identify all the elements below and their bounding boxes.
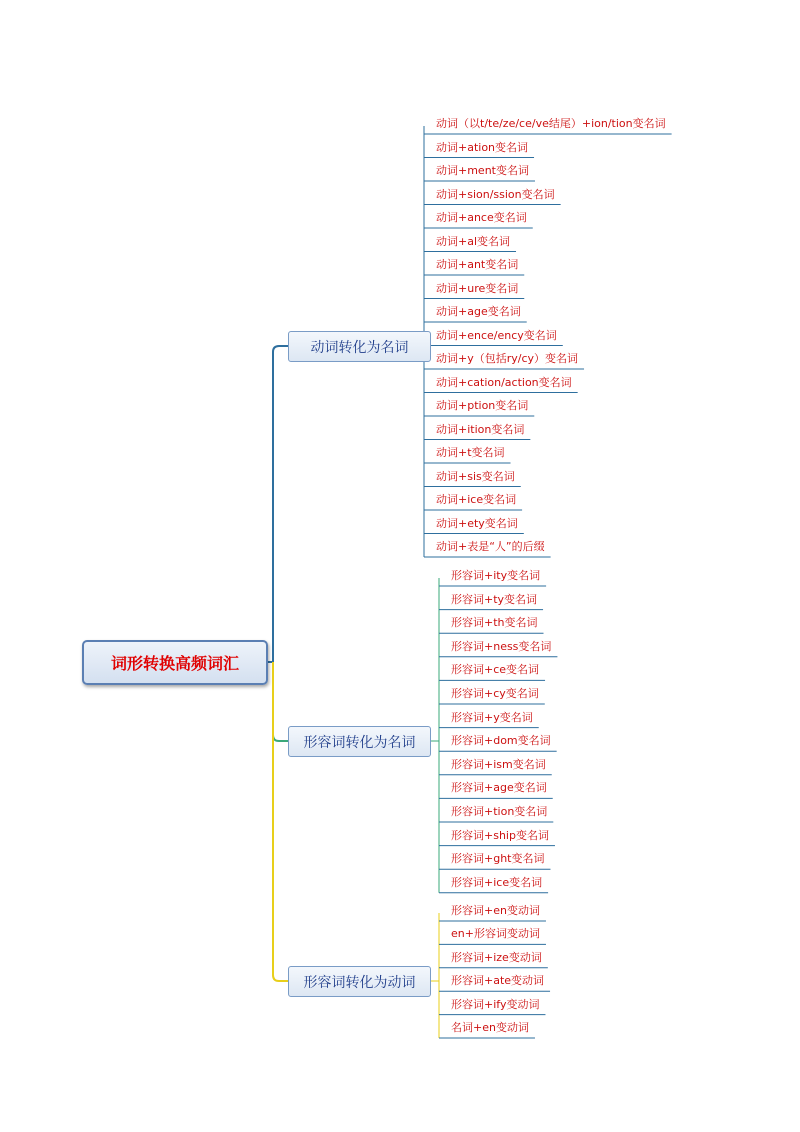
- branch-verb-to-noun[interactable]: 动词转化为名词: [288, 331, 431, 362]
- branch-adj-to-verb[interactable]: 形容词转化为动词: [288, 966, 431, 997]
- leaf-item[interactable]: 动词+y（包括ry/cy）变名词: [436, 352, 579, 365]
- leaf-item[interactable]: 动词+t变名词: [436, 446, 505, 459]
- branch-connector: [273, 662, 288, 741]
- leaf-item[interactable]: 形容词+age变名词: [451, 781, 547, 795]
- leaf-item[interactable]: 形容词+th变名词: [451, 616, 538, 630]
- leaf-item[interactable]: 形容词+y变名词: [451, 710, 533, 724]
- leaf-item[interactable]: 形容词+ness变名词: [451, 639, 552, 653]
- leaf-item[interactable]: 形容词+cy变名词: [451, 687, 539, 700]
- branch-connector: [273, 346, 288, 662]
- leaf-item[interactable]: 形容词+dom变名词: [451, 734, 551, 748]
- leaf-item[interactable]: 形容词+ify变动词: [451, 997, 540, 1011]
- leaf-item[interactable]: 形容词+ship变名词: [451, 828, 549, 842]
- leaf-item[interactable]: 形容词+ism变名词: [451, 757, 546, 771]
- root-topic[interactable]: 词形转换高频词汇: [82, 640, 268, 685]
- leaf-item[interactable]: 形容词+ity变名词: [451, 569, 541, 582]
- leaf-item[interactable]: 形容词+ce变名词: [451, 663, 540, 677]
- leaf-item[interactable]: 动词+ance变名词: [436, 211, 527, 224]
- leaf-item[interactable]: 动词+ice变名词: [436, 493, 517, 506]
- leaf-item[interactable]: 动词+ure变名词: [436, 281, 519, 295]
- leaf-item[interactable]: 形容词+ty变名词: [451, 592, 538, 606]
- leaf-item[interactable]: 动词+ption变名词: [436, 399, 529, 412]
- leaf-item[interactable]: 动词+ety变名词: [436, 516, 518, 530]
- leaf-item[interactable]: 形容词+ate变动词: [451, 974, 545, 988]
- leaf-item[interactable]: 动词+ition变名词: [436, 422, 525, 436]
- leaf-item[interactable]: 动词+表是“人”的后缀: [436, 540, 545, 553]
- leaf-item[interactable]: 动词+ation变名词: [436, 140, 529, 154]
- leaf-item[interactable]: 动词+al变名词: [436, 234, 511, 248]
- leaf-item[interactable]: 动词（以t/te/ze/ce/ve结尾）+ion/tion变名词: [436, 117, 666, 130]
- leaf-item[interactable]: 形容词+en变动词: [451, 904, 540, 917]
- leaf-item[interactable]: 动词+ant变名词: [436, 258, 519, 271]
- leaf-item[interactable]: 动词+sis变名词: [436, 469, 515, 483]
- leaf-item[interactable]: 动词+sion/ssion变名词: [436, 187, 555, 201]
- leaf-item[interactable]: en+形容词变动词: [451, 927, 540, 941]
- leaf-item[interactable]: 动词+cation/action变名词: [436, 375, 572, 389]
- leaf-item[interactable]: 形容词+tion变名词: [451, 805, 548, 818]
- leaf-item[interactable]: 动词+ment变名词: [436, 164, 529, 177]
- leaf-item[interactable]: 形容词+ght变名词: [451, 852, 545, 866]
- branch-connector: [273, 662, 288, 981]
- leaf-item[interactable]: 动词+ence/ency变名词: [436, 328, 557, 342]
- leaf-item[interactable]: 形容词+ice变名词: [451, 875, 543, 889]
- leaf-item[interactable]: 形容词+ize变动词: [451, 950, 542, 964]
- branch-adj-to-noun[interactable]: 形容词转化为名词: [288, 726, 431, 757]
- leaf-item[interactable]: 动词+age变名词: [436, 305, 521, 318]
- leaf-item[interactable]: 名词+en变动词: [451, 1021, 529, 1034]
